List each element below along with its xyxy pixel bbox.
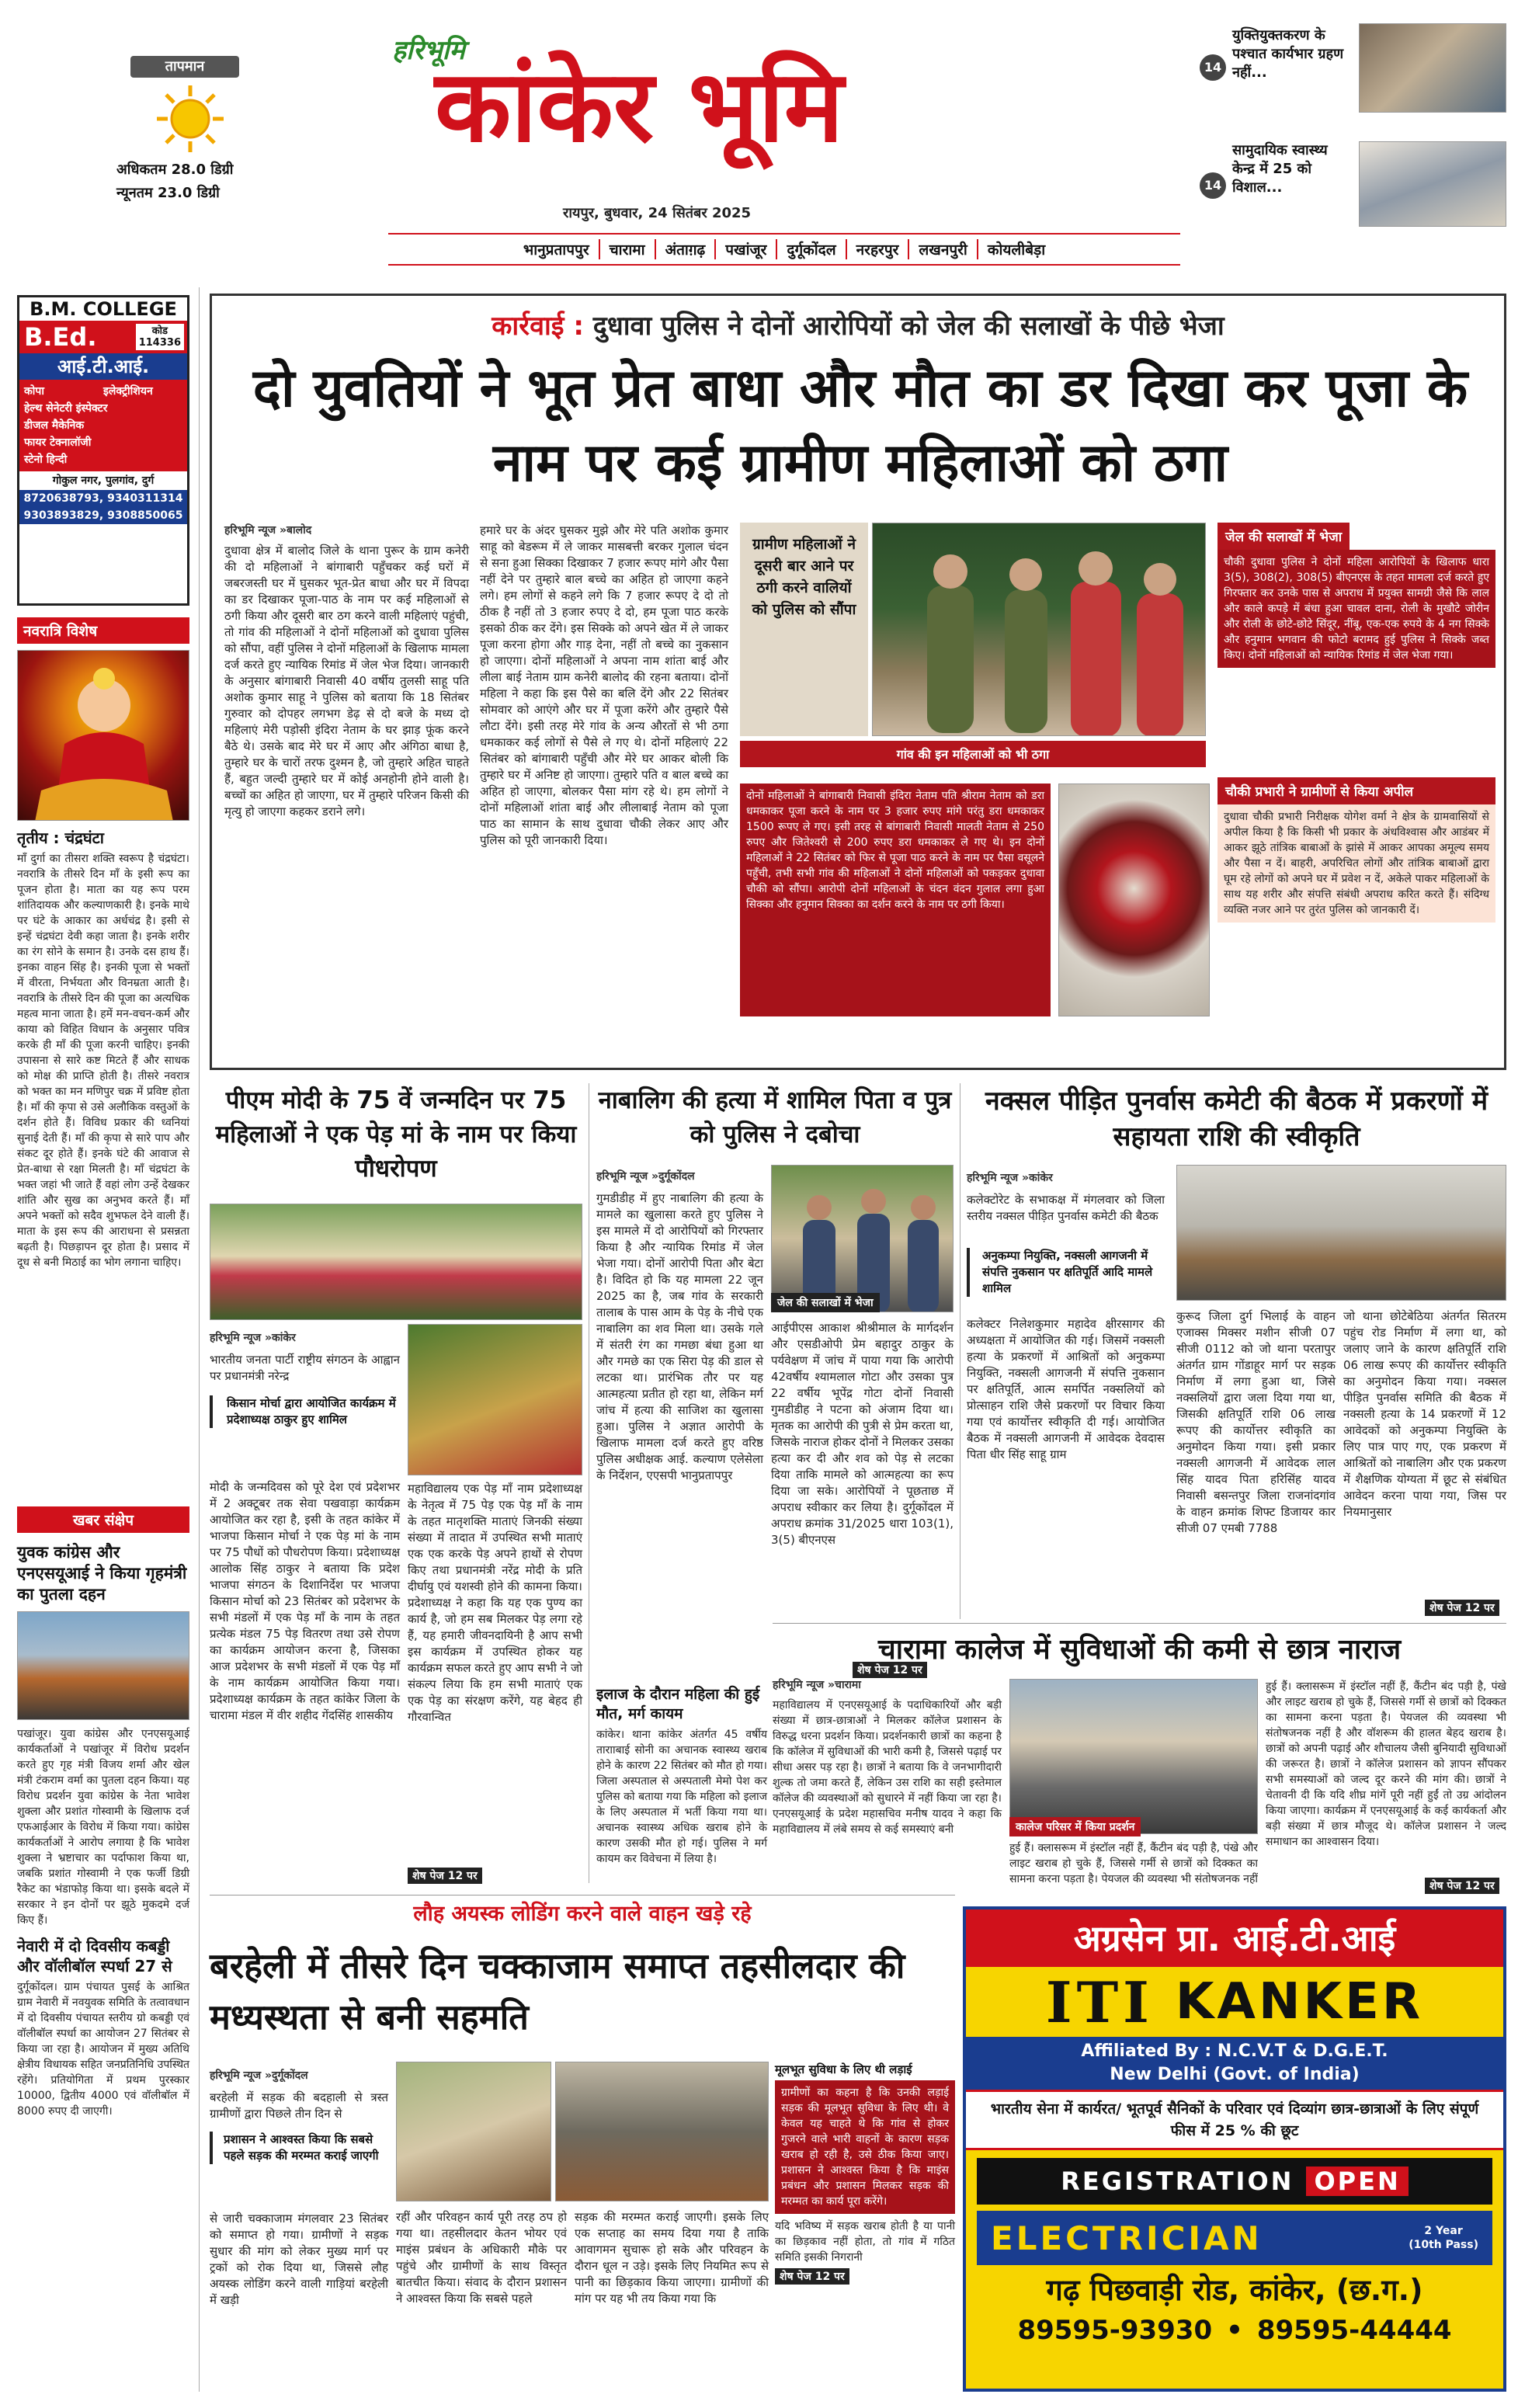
trade: इलेक्ट्रीशियन xyxy=(103,385,153,398)
left-divider xyxy=(199,287,200,2392)
lead-story xyxy=(210,294,1506,1070)
iron-body4: सड़क की मरम्मत कराई जाएगी। इसके लिए एक सप्ताह का समय दिया गया है ताकि आवागमन सुचारू हो सके और परिवहन के दौरान धूल न उड़े। इसके लिए नियमित रूप से पानी का छिड़काव किया जाएगा। ग्रामीणों की मांग पर यह भी तय किया गया कि xyxy=(575,2210,769,2305)
navratri-body: माँ दुर्गा का तीसरा शक्ति स्वरूप है चंद्रघंटा। नवरात्रि के तीसरे दिन माँ के इसी रूप का पूजन होता है। माता का यह रूप परम शांतिदायक और कल्याणकारी है। इनके माथे पर घंटे के आकार का अर्धचंद्र है। इसी से इन्हें चंद्रघंटा देवी कहा जाता है। इनके शरीर का रंग सोने के समान है। उनके दस हाथ हैं। इनका वाहन सिंह है। इनकी पूजा से भक्तों में वीरता, निर्भयता और विनम्रता आती है। नवरात्रि के तीसरे दिन की पूजा का अत्यधिक महत्व माना जाता है। हमें मन-वचन-कर्म और काया को विहित विधान के अनुसार पवित्र करके ही माँ की पूजा करनी चाहिए। इनकी उपासना से सारे कष्ट मिटते हैं और साधक को मोक्ष की प्राप्ति होती है। तीसरे नवरात्र को भक्त का मन मणिपुर चक्र में प्रविष्ट होता है। माँ की कृपा से उसे अलौकिक वस्तुओं के दर्शन होते हैं। विविध प्रकार की ध्वनियां सुनाई देती हैं। माँ की कृपा से सारे पाप और संकट दूर होते हैं। इनके घंटे की आवाज से प्रेत-बाधा से रक्षा मिलती है। माँ चंद्रघंटा के भक्त जहां भी जाते हैं वहां लोग उन्हें देखकर शांति और सुख का अनुभव करते हैं। माँ अपने भक्तों को सदैव शुभफल देने वाली हैं। माता के इस रूप की आराधना से प्रसन्नता बढ़ती है। पिछड़ापन दूर होता है। प्रसाद में दूध से बनी मिठाई का भोग लगाना चाहिए। xyxy=(17,853,189,1269)
charama-body1: महाविद्यालय में एनएसयूआई के पदाधिकारियों और बड़ी संख्या में छात्र-छात्राओं ने मिलकर कॉलेज प्रशासन के विरुद्ध धरना प्रदर्शन किया। प्रदर्शनकारी छात्रों का कहना है कि कॉलेज में सुविधाओं की भारी कमी है, जिससे पढ़ाई पर सीधा असर पड़ रहा है। छात्रों ने बताया कि वे जनभागीदारी शुल्क तो जमा करते हैं, लेकिन उस राशि का सही इस्तेमाल कॉलेज की व्यवस्थाओं को सुधारने में नहीं किया जा रहा है। एनएसयूआई के प्रदेश महासचिव मनीष यादव ने कहा कि महाविद्यालय में लंबे समय से कई समस्याएं बनी xyxy=(773,1699,1002,1836)
weather-label: तापमान xyxy=(130,56,239,78)
death-story xyxy=(596,1685,767,1883)
brief-2-body: दुर्गूकोंदल। ग्राम पंचायत पुसई के आश्रित ग्राम नेवारी में नवयुवक समिति के तत्वावधान में दो दिवसीय पंचायत स्तरीय ग्रो कबड्डी एवं वॉलीबॉल स्पर्धा का आयोजन 27 सितंबर से किया जा रहा है। आयोजन में मुख्य अतिथि क्षेत्रीय विधायक सहित जनप्रतिनिधि उपस्थित रहेंगे। प्रतियोगिता में प्रथम पुरस्कार 10000, द्वितीय 4000 एवं वॉलीबॉल में 8000 रुपए दी जाएगी। xyxy=(17,1981,189,2118)
box-appeal xyxy=(1218,777,1495,1034)
minor-body1: गुमडीडीह में हुए नाबालिग की हत्या के मामले का खुलासा करते हुए पुलिस ने इस मामले में दो आरोपियों को गिरफ्तार किया है और न्यायिक रिमांड में जेल भेजा गया। दोनों आरोपी पिता और बेटा है। विदित हो कि यह मामला 22 जून 2025 का है, जब गांव के सरकारी तालाब के पास आम के पेड़ के नीचे एक नाबालिग का शव मिला था। उसके गले में संतरी रंग का गमछा बंधा हुआ था और गमछे का एक सिरा पेड़ की डाल से लटका था। प्रारंभिक तौर पर यह आत्महत्या प्रतीत हो रहा था, लेकिन मर्ग जांच में हत्या की साजिश का खुलासा हुआ। पुलिस ने अज्ञात आरोपी के खिलाफ मामला दर्ज करते हुए वरिष्ठ पुलिस अधीक्षक आई. कल्याण एलेसेला के निर्देशन, एएसपी भानुप्रतापपुर xyxy=(596,1191,763,1482)
college-name: B.M. COLLEGE xyxy=(19,297,187,321)
box1-title: जेल की सलाखों में भेजा xyxy=(1218,523,1350,550)
naxal-byline: हरिभूमि न्यूज »कांकेर xyxy=(967,1172,1053,1184)
iron-body1: बरहेली में सड़क की बदहाली से त्रस्त ग्रामीणों द्वारा पिछले तीन दिन से xyxy=(210,2090,388,2121)
iron-side-body-2: यदि भविष्य में सड़क खराब होती है या पानी का छिड़काव नहीं होता, तो गांव में गठित समिति इसकी निगरानी xyxy=(775,2220,955,2264)
iti-offer: भारतीय सेना में कार्यरत/ भूतपूर्व सैनिकों के परिवार एवं दिव्यांग छात्र-छात्राओं के लिए संपूर्ण फीस में 25 % की छूट xyxy=(966,2090,1503,2150)
charama-cont[interactable]: शेष पेज 12 पर xyxy=(1425,1878,1499,1894)
charama-byline: हरिभूमि न्यूज »चारामा xyxy=(773,1679,861,1691)
iti-big-label: ITI xyxy=(1045,1968,1154,2035)
modi-photo xyxy=(210,1204,582,1320)
lead-headline: दो युवतियों ने भूत प्रेत बाधा और मौत का डर दिखा कर पूजा के नाम पर कई ग्रामीण महिलाओं को ठगा xyxy=(252,358,1468,494)
teaser-1[interactable] xyxy=(1200,23,1506,116)
town-link[interactable]: नरहरपुर xyxy=(847,239,910,259)
minor-story xyxy=(596,1083,954,1681)
charama-photo-caption: कालेज परिसर में किया प्रदर्शन xyxy=(1009,1817,1141,1836)
town-link[interactable]: दुर्गूकोंदल xyxy=(777,239,846,259)
town-link[interactable]: भानुप्रतापपुर xyxy=(514,239,600,259)
iti-phone-1: 89595-93930 xyxy=(1017,2315,1213,2346)
people-photo-icon xyxy=(873,523,1206,736)
news-brief-header: खबर संक्षेप xyxy=(17,1506,189,1533)
ad-iti[interactable] xyxy=(963,1906,1506,2392)
college-address: गोकुल नगर, पुलगांव, दुर्ग xyxy=(19,471,187,490)
teaser-photo xyxy=(1359,141,1506,227)
death-body: कांकेर। थाना कांकेर अंतर्गत 45 वर्षीय तारााबाई सोनी का अचानक स्वास्थ्य खराब होने के कारण 22 सितंबर को मौत हो गया। जिला अस्पताल से अस्पताली मेमो पेश कर पुलिस को बताया गया कि महिला को इलाज के लिए अस्पताल में भर्ती किया गया था। अचानक स्वास्थ्य अधिक खराब होने के कारण उसकी मौत हो गई। पुलिस ने मर्ग कायम कर विवेचना में लिया है। xyxy=(596,1729,767,1865)
naxal-photo xyxy=(1176,1165,1506,1301)
registration-label: REGISTRATION xyxy=(1061,2167,1294,2196)
box1-body: चौकी दुधावा पुलिस ने दोनों महिला आरोपियों के खिलाफ धारा 3(5), 308(2), 308(5) बीएनएस के तहत मामला दर्ज करते हुए गिरफ्तार कर उनके पास से अपराध में प्रयुक्त सामग्री जैसे कि लाल और काले कपड़े में बंधा हुआ चावल दाना, रोली के मुखौटे जोरीन और रोली के छोटे-छोटे सिंदूर, नींबू, एक-एक रुपये के 4 नग सिक्के और हनुमान भगवान की फोटो बरामद हुई पुलिस ने सिक्के जब्त किए। दोनों महिलाओं को न्यायिक रिमांड में जेल भेजा गया। xyxy=(1218,550,1495,668)
iti-address: गढ़ पिछवाड़ी रोड, कांकेर, (छ.ग.) xyxy=(1046,2273,1423,2307)
affiliated-delhi: New Delhi (Govt. of India) xyxy=(1110,2065,1360,2084)
teaser-page-badge: 14 xyxy=(1200,172,1226,199)
box2-title: गांव की इन महिलाओं को भी ठगा xyxy=(740,741,1206,767)
news-brief xyxy=(17,1506,189,2392)
teaser-2[interactable] xyxy=(1200,141,1506,235)
ad-college[interactable] xyxy=(17,295,189,606)
navratri-header: नवरात्रि विशेष xyxy=(17,617,189,644)
brief-2-title: नेवारी में दो दिवसीय कबड्डी और वॉलीबॉल स्पर्धा 27 से xyxy=(17,1937,172,1975)
iron-photo-2 xyxy=(555,2062,769,2201)
navratri-title: तृतीय : चंद्रघंटा xyxy=(17,829,104,847)
electrician-label: ELECTRICIAN xyxy=(991,2219,1263,2257)
lead-photo-caption: ग्रामीण महिलाओं ने दूसरी बार आने पर ठगी करने वालियों को पुलिस को सौंपा xyxy=(740,523,868,736)
minor-byline: हरिभूमि न्यूज »दुर्गूकोंदल xyxy=(596,1170,695,1183)
brief-1-photo xyxy=(17,1611,189,1720)
lead-kicker: कार्रवाई : xyxy=(492,311,584,342)
charama-photo xyxy=(1009,1679,1258,1834)
sun-icon xyxy=(155,84,225,154)
modi-byline: हरिभूमि न्यूज »कांकेर xyxy=(210,1332,296,1344)
teaser-photo xyxy=(1359,23,1506,113)
box3-title: चौकी प्रभारी ने ग्रामीणों से किया अपील xyxy=(1218,777,1495,804)
goddess-image xyxy=(17,650,189,821)
lead-photo-block xyxy=(740,523,1210,783)
lead-byline: हरिभूमि न्यूज »बालोद xyxy=(224,524,312,537)
town-bar xyxy=(388,233,1180,266)
iron-story xyxy=(210,1899,955,2392)
kanker-label: KANKER xyxy=(1175,1973,1424,2031)
lead-col2: हमारे घर के अंदर घुसकर मुझे और मेरे पति अशोक कुमार साहू को बेडरूम में ले जाकर मासबत्ती बरकर गुलाल चंदन से सना हुआ सिक्का दिखाकर 7 हजार रूपए मांगे और पैसा नहीं देने पर तुम्हारे बाल बच्चे का अहित हो जाएगा कहने लगे। हम लोगों से कहने लगे कि 7 हजार रूपए दे दो तो ठीक है नहीं तो 3 हजार रुपए दे दो, हम पूजा पाठ करके इसको ठीक कर देंगे। इस सिक्के को अपने खेत में ले जाकर पूजा करना होगा और गाड़ देना, नहीं तो बच्चे का नुकसान हो जाएगा। दोनों महिलाओं ने अपना नाम शांता बाई और लीला बाई नेताम ग्राम कनेरी बालोद की रहना बताया। दोनों महिला ने कहा कि इस पैसे का बलि देंगे और 22 सितंबर सोमवार को आएंगे और घर में पूजा करेंगे और तुम्हारे पैसे लौटा देंगे। इसी तरह मेरे गांव के अन्य औरतों से भी ठगा धमकाकर कई लोगों से पैसे ले गए थे। दोनों महिलाएं 22 सितंबर को बांगाबारी पहुँची और मेरे घर आकर बोली कि तुम्हारे घर में अनिष्ट हो जाएगा। तुम्हारे पति व बाल बच्चे का अहित हो जाएगा, बोलकर पैसा मांग रहे थे। हम लोगों ने दोनों महिलाओं शांता बाई और लीलाबाई नेताम को पूजा पाठ का सामान के साथ दुधावा चौकी लेकर आए और पुलिस को पूरी जानकारी दिया। xyxy=(480,523,728,847)
modi-body2: मोदी के जन्मदिवस को पूरे देश एवं प्रदेशभर में 2 अक्टूबर तक सेवा पखवाड़ा कार्यक्रम आयोजित कर रहा है, इसी के तहत कांकेर में भाजपा किसान मोर्चा ने एक पेड़ मां के नाम पर 75 पौधों को पौधरोपण किया। प्रदेशाध्यक्ष आलोक सिंह ठाकुर ने बताया कि प्रदेश भाजपा संगठन के दिशानिर्देश पर भाजपा किसान मोर्चा को 23 सितंबर को प्रदेशभर के सभी मंडलों में एक पेड़ माँ के नाम के तहत प्रत्येक मंडल 75 पेड़ वितरण तथा उसे रोपण का कार्यक्रम आयोजन करना है, जिसका आज प्रदेशभर के सभी मंडलों में एक पेड़ माँ के नाम कार्यक्रम आयोजित किया गया। प्रदेशाध्यक्ष कार्यक्रम के तहत कांकेर जिला के चारामा मंडल में वीर शहीद गेंदसिंह शासकीय xyxy=(210,1480,400,1722)
lead-col1: दुधावा क्षेत्र में बालोद जिले के थाना पुरूर के ग्राम कनेरी की दो महिलाओं ने बांगाबारी पहुँचकर कई घरों में जबरजस्ती घर में घुसकर भूत-प्रेत बाधा और घर में विपदा का डर दिखाकर पूजा-पाठ के नाम पर कई महिलाओं से ठगी किया और दूसरी बार ठग करने वाली महिलाएं पहुंची, तो गांव की महिलाओं ने दोनों महिलाओं को दुधावा पुलिस को सौंपा, वहीं पुलिस ने दोनों महिलाओं के खिलाफ मामला दर्ज करते हुए न्यायिक रिमांड में जेल भेज दिया। जानकारी के अनुसार बांगाबारी निवासी 40 वर्षीय तुलसी साहू पति अशोक कुमार साहू ने पुलिस को बताया कि 18 सितंबर गुरुवार को दोपहर लगभग डेढ़ से दो बजे के मध्य दो महिलाएं मेरी पड़ोसी इंदिरा नेताम के घर झाड़ फूंक करने बैठे थे। उसके बाद मेरे घर में आए और अंगिठा बाधा है, तुम्हारे घर के चारों तरफ दुश्मन है, जो तुम्हारे अहित चाहते हैं, बहुत जल्दी तुम्हारे घर में कोई अनहोनी होने वाली है। बच्चों का अहित हो जाएगा, घर में तुम्हारे परिजन किसी की मृत्यु हो जाएगा कहकर डराने लगे। xyxy=(224,544,469,818)
teaser-page-badge: 14 xyxy=(1200,54,1226,81)
town-link[interactable]: कोयलीबेड़ा xyxy=(987,241,1046,259)
iron-kicker: लौह अयस्क लोडिंग करने वाले वाहन खड़े रहे xyxy=(413,1902,752,1926)
modi-cont[interactable]: शेष पेज 12 पर xyxy=(408,1868,482,1884)
iron-body3: रहीं और परिवहन कार्य पूरी तरह ठप हो गया था। तहसीलदार केतन भोयर एवं माइंस प्रबंधन के अधिकारी मौके पर पहुंचे और ग्रामीणों के साथ विस्तृत बातचीत किया। संवाद के दौरान प्रशासन ने आश्वस्त किया कि सबसे पहले xyxy=(396,2210,567,2305)
course-years: 2 Year xyxy=(1424,2225,1463,2237)
box3-body: दुधावा चौकी प्रभारी निरीक्षक योगेश वर्मा ने क्षेत्र के ग्रामवासियों से अपील किया है कि किसी भी प्रकार के अंधविश्वास और आडंबर में आकर झूठे तांत्रिक बाबाओं के झांसे में आकर आपका अमूल्य समय और पैसा न दें। बाहरी, अपरिचित लोगों और तांत्रिक बाबाओं द्वारा घूम रहे लोगों को अपने घर में प्रवेश न दें, अकेले पाकर महिलाओं के साथ यह शरीर और संपत्ति संबंधी अपराध करित करते हैं। संदिग्ध व्यक्ति नजर आने पर तुरंत पुलिस को जानकारी दें। xyxy=(1218,804,1495,923)
naxal-body2: कलेक्टर निलेशकुमार महादेव क्षीरसागर की अध्यक्षता में आयोजित की गई। जिसमें नक्सली हत्या के प्रकरणों में आश्रितों को अनुकम्पा नियुक्ति, नक्सली आगजनी में संपत्ति नुकसान पर क्षतिपूर्ति, आत्म समर्पित नक्सलियों को प्रोत्साहन राशि जैसे प्रकरणों पर विचार किया गया एवं कार्योत्तर स्वीकृति दी गई। आयोजित बैठक में नक्सली आगजनी में आवेदक देवदास पिता धीर सिंह साहू ग्राम xyxy=(967,1317,1165,1461)
brief-1-title: युवक कांग्रेस और एनएसयूआई ने किया गृहमंत्री का पुतला दहन xyxy=(17,1543,187,1604)
lead-kicker-rest: दुधावा पुलिस ने दोनों आरोपियों को जेल की सलाखों के पीछे भेजा xyxy=(592,311,1224,342)
minor-headline: नाबालिग की हत्या में शामिल पिता व पुत्र को पुलिस ने दबोचा xyxy=(598,1086,952,1148)
iti-label: आई.टी.आई. xyxy=(19,353,187,380)
charama-body2: हुई हैं। क्लासरूम में इंस्टॉल नहीं हैं, कैंटीन बंद पड़ी है, पंखे और लाइट खराब हो चुके हैं, जिससे गर्मी से छात्रों को दिक्कत का सामना करना पड़ता है। पेयजल की व्यवस्था भी संतोषजनक नहीं xyxy=(1009,1842,1258,1885)
town-link[interactable]: चारामा xyxy=(600,239,656,259)
charama-body3: हुई हैं। क्लासरूम में इंस्टॉल नहीं हैं, कैंटीन बंद पड़ी है, पंखे और लाइट खराब हो चुके हैं, जिससे गर्मी से छात्रों को दिक्कत का सामना करना पड़ता है। पेयजल की व्यवस्था भी संतोषजनक नहीं है और वॉशरूम की हालत बेहद खराब है। छात्रों को अपनी पढ़ाई और शौचालय जैसी बुनियादी सुविधाओं की जरूरत है। छात्रों ने कॉलेज प्रशासन को ज्ञापन सौंपकर सभी समस्याओं को जल्द दूर करने की मांग की। छात्रों ने चेतावनी दी कि यदि शीघ्र मांगें पूरी नहीं हुईं तो उग्र आंदोलन किया जाएगा। कार्यक्रम में एनएसयूआई के कई कार्यकर्ता और बड़ी संख्या में छात्र मौजूद थे। कॉलेज प्रशासन ने जल्द समाधान का आश्वासन दिया। xyxy=(1266,1680,1506,1848)
college-phones: 8720638793, 9340311314 xyxy=(19,490,187,507)
town-link[interactable]: अंताग़ढ़ xyxy=(656,239,717,259)
weather-min: न्यूनतम 23.0 डिग्री xyxy=(116,185,220,201)
death-headline: इलाज के दौरान महिला की हुई मौत, मर्ग कायम xyxy=(596,1686,760,1722)
minor-body2: आईपीएस आकाश श्रीश्रीमाल के मार्गदर्शन और एसडीओपी प्रेम बहादुर ठाकुर के पर्यवेक्षण में जांच में पाया गया कि आरोपी 42वर्षीय श्यामलाल गोटा और उसका पुत्र 22 वर्षीय भूपेंद्र गोटा दोनों निवासी गुमडीडीह ने पटना को अंजाम दिया था। मृतक का आरोपी की पुत्री से प्रेम करता था, जिसके नाराज होकर दोनों ने मिलकर उसका हत्या कर दी और शव को पेड़ से लटका दिया ताकि मामले को आत्महत्या का रूप दिया जा सके। आरोपियों ने पूछताछ में अपराध स्वीकार कर लिया है। दुर्गूकोंदल में अपराध क्रमांक 31/2025 धारा 103(1), 3(5) बीएनएस xyxy=(771,1321,954,1547)
naxal-bullet: अनुकम्पा नियुक्ति, नक्सली आगजनी में संपत्ति नुकसान पर क्षतिपूर्ति आदि मामले शामिल xyxy=(967,1248,1165,1297)
modi-photo-2 xyxy=(408,1324,582,1475)
lead-photo xyxy=(872,523,1206,736)
divider xyxy=(773,1623,1506,1624)
masthead-title: कांकेर भूमि xyxy=(435,48,844,165)
naxal-story xyxy=(967,1083,1506,1619)
weather-box xyxy=(109,56,272,211)
town-link[interactable]: लखनपुरी xyxy=(909,239,978,259)
iron-bullet: प्रशासन ने आश्वस्त किया कि सबसे पहले सड़क की मरम्मत कराई जाएगी xyxy=(210,2132,388,2164)
code-label: कोड xyxy=(151,325,168,337)
weather-max: अधिकतम 28.0 डिग्री xyxy=(116,162,234,178)
minor-photo xyxy=(771,1165,954,1312)
masthead xyxy=(0,0,1518,276)
town-link[interactable]: पखांजूर xyxy=(716,239,777,259)
seized-items-photo xyxy=(1058,784,1210,1016)
iron-body2: से जारी चक्काजाम मंगलवार 23 सितंबर को समाप्त हो गया। ग्रामीणों ने सड़क सुधार की मांग को लेकर मुख्य मार्ग पर ट्रकों को रोक दिया था, जिससे लौह अयस्क लोडिंग करने वाली गाड़ियां बरहेली में खड़ी xyxy=(210,2212,388,2307)
affiliated: Affiliated By : N.C.V.T & D.G.E.T. xyxy=(1081,2041,1388,2061)
box-jail xyxy=(1218,523,1495,732)
charama-story xyxy=(773,1631,1506,1895)
dateline: रायपुर, बुधवार, 24 सितंबर 2025 xyxy=(563,205,752,221)
naxal-body1: कलेक्टोरेट के सभाकक्ष में मंगलवार को जिला स्तरीय नक्सल पीड़ित पुनर्वास कमेटी की बैठक xyxy=(967,1193,1165,1223)
modi-story xyxy=(210,1083,582,1891)
iti-phone-2: 89595-44444 xyxy=(1256,2315,1452,2346)
iti-phone-separator: • xyxy=(1226,2315,1243,2346)
modi-body3: महाविद्यालय एक पेड़ माँ नाम प्रदेशाध्यक्ष के नेतृत्व में 75 पेड़ एक पेड़ माँ के नाम के तहत मातृशक्ति माताएं जिनकी संख्या संख्या में तादात में उपस्थित सभी माताएं एक एक करके पेड़ अपने हाथों से रोपण किए तथा प्रधानमंत्री नरेंद्र मोदी के प्रति दीर्घायु एवं यशस्वी होने की कामना किया। प्रदेशाध्यक्ष ने कहा कि यह एक पुण्य का कार्य है, जो हम सब मिलकर पेड़ लगा रहे हैं, यह हमारी जीवनदायिनी है आप सभी इस कार्यक्रम में उपस्थित होकर यह कार्यक्रम सफल करते हुए आप सभी ने जो संकल्प लिया कि हम सभी माताएं एक एक पेड़ का संरक्षण करेंगे, यह बेहद ही गौरवान्वित xyxy=(408,1482,582,1724)
iron-sidebar xyxy=(775,2062,955,2388)
teaser-text: युक्तियुक्तकरण के पश्चात कार्यभार ग्रहण नहीं... xyxy=(1232,27,1344,81)
open-label: OPEN xyxy=(1306,2167,1408,2196)
modi-headline: पीएम मोदी के 75 वें जन्मदिन पर 75 महिलाओं ने एक पेड़ मां के नाम पर किया पौधरोपण xyxy=(215,1086,577,1183)
charama-headline: चारामा कालेज में सुविधाओं की कमी से छात्र नाराज xyxy=(877,1634,1402,1666)
modi-body1: भारतीय जनता पार्टी राष्ट्रीय संगठन के आह्वान पर प्रधानमंत्री नरेन्द्र xyxy=(210,1353,400,1383)
naxal-body4: जो थाना छोटेबेठिया अंतर्गत सितरम पहुंच रोड निर्माण में लगा था, को जलाए जाने के कारण क्षतिपूर्ति राशि 06 लाख रूपए की कार्योत्तर स्वीकृति का अनुमोदन किया गया। नक्सल पीड़ित पुनर्वास समिति की बैठक में नक्सली हत्या के 14 प्रकरणों में 12 आवेदकों को अनुकम्पा नियुक्ति के लिए पात्र पाए गए, एक प्रकरण में आश्रितों को नाबालिग और एक प्रकरण में शैक्षणिक योग्यता में छूट से संबंधित आवेदन करना पाया गया, जिस पर नियमानुसार xyxy=(1343,1309,1506,1519)
trade: फायर टेक्नालॉजी xyxy=(24,436,92,449)
bed-label: B.Ed. xyxy=(24,322,97,352)
iron-byline: हरिभूमि न्यूज »दुर्गूकोंदल xyxy=(210,2069,308,2082)
goddess-icon xyxy=(18,651,189,821)
trade: स्टेनो हिन्दी xyxy=(24,453,68,466)
brand-small: हरिभूमि xyxy=(392,35,465,66)
iron-side-body: ग्रामीणों का कहना है कि उनकी लड़ाई सड़क की मूलभूत सुविधा के लिए थी। वे केवल यह चाहते थे कि गांव से होकर गुजरने वाले भारी वाहनों के कारण सड़क खराब हो रही है, उसे ठीक किया जाए। प्रशासन ने आश्वस्त किया है कि माइंस प्रबंधन और प्रशासन मिलकर सड़क की मरम्मत का कार्य पूरा करेंगे। xyxy=(775,2080,955,2214)
iti-ad-title: अग्रसेन प्रा. आई.टी.आई xyxy=(966,1909,1503,1967)
brief-1-body: पखांजूर। युवा कांग्रेस और एनएसयूआई कार्यकर्ताओं ने पखांजूर में विरोध प्रदर्शन करते हुए गृह मंत्री विजय शर्मा और खेल मंत्री टंकराम वर्मा का पुतला दहन किया। यह विरोध प्रदर्शन युवा कांग्रेस के नेता भावेश शुक्ला और प्रशांत गोस्वामी के खिलाफ दर्ज एफआईआर के विरोध में किया गया। कांग्रेस कार्यकर्ताओं ने आरोप लगाया है कि भावेश शुक्ला ने भ्रष्टाचार का पर्दाफाश किया था, जबकि प्रशांत गोस्वामी ने एक फर्जी डिग्री रैकेट का भंडाफोड़ किया था। इसके बदले में सरकार ने इन दोनों पर झूठे मुकदमे दर्ज किए हैं। xyxy=(17,1728,189,1927)
minor-cont[interactable]: शेष पेज 12 पर xyxy=(853,1662,927,1678)
course-eligibility: (10th Pass) xyxy=(1409,2239,1478,2251)
iron-photo xyxy=(396,2062,551,2201)
naxal-headline: नक्सल पीड़ित पुनर्वास कमेटी की बैठक में प्रकरणों में सहायता राशि की स्वीकृति xyxy=(985,1086,1488,1152)
box2-body: दोनों महिलाओं ने बांगाबारी निवासी इंदिरा नेताम पति श्रीराम नेताम को डरा धमकाकर पूजा करने के नाम पर 3 हजार रुपए मांगे परंतु डरा धमकाकर 1500 रूपए ले गए। इसी तरह से बांगाबारी निवासी मालती नेताम से 250 रुपए और जितेश्वरी से 200 रुपए डरा धमकाकर ले गए थे। इन दोनों महिलाओं ने 22 सितंबर को फिर से पूजा पाठ करने के नाम पर पैसा वसूलने पहुँची, तभी सभी गांव की महिलाओं ने दोनों महिलाओं को पकड़कर दुधावा चौकी को सौंपा। आरोपी दोनों महिलाओं के चंदन वंदन गुलाल लगा हुआ सिक्का और हनुमान सिक्का का दर्शन करने के नाम पर ठगी किया। xyxy=(740,784,1051,1016)
naxal-body3: कुरूद जिला दुर्ग भिलाई के वाहन एजाक्स मिक्सर मशीन सीजी 07 सीजी 0112 को जो थाना परतापुर अंतर्गत ग्राम गोंडाहूर मार्ग पर सड़क निर्माण में लगा हुआ था, जिसे नक्सलियों द्वारा जला दिया गया था, जिसकी क्षतिपूर्ति राशि 06 लाख रूपए की कार्योत्तर स्वीकृति का अनुमोदन किया गया। इसी प्रकार नक्सली आगजनी में आवेदक लाल सिंह यादव पिता हरिसिंह यादव निवासी बसन्तपुर जिला राजनांदगांव के वाहन क्रमांक शिफ्ट डिजायर कार सीजी 07 एमबी 7788 xyxy=(1176,1309,1336,1535)
modi-bullet: किसान मोर्चा द्वारा आयोजित कार्यक्रम में प्रदेशाध्यक्ष ठाकुर हुए शामिल xyxy=(210,1395,400,1428)
college-phones-2: 9303893829, 9308850065 xyxy=(19,507,187,524)
minor-photo-caption: जेल की सलाखों में भेजा xyxy=(771,1293,880,1312)
trade: हेल्थ सेनेटरी इंस्पेक्टर xyxy=(24,402,108,415)
navratri-section xyxy=(17,617,189,1491)
teaser-text: सामुदायिक स्वास्थ्य केन्द्र में 25 को विशाल... xyxy=(1232,142,1328,196)
arrested-people-icon xyxy=(772,1166,954,1312)
iron-side-title: मूलभूत सुविधा के लिए थी लड़ाई xyxy=(775,2062,912,2076)
trade: डीजल मैकेनिक xyxy=(24,419,85,432)
trade: कोपा xyxy=(24,385,44,398)
iron-cont[interactable]: शेष पेज 12 पर xyxy=(775,2268,849,2285)
naxal-cont[interactable]: शेष पेज 12 पर xyxy=(1425,1600,1499,1616)
college-code: 114336 xyxy=(138,337,181,349)
iron-headline: बरहेली में तीसरे दिन चक्काजाम समाप्त तहसीलदार की मध्यस्थता से बनी सहमति xyxy=(210,1945,905,2038)
